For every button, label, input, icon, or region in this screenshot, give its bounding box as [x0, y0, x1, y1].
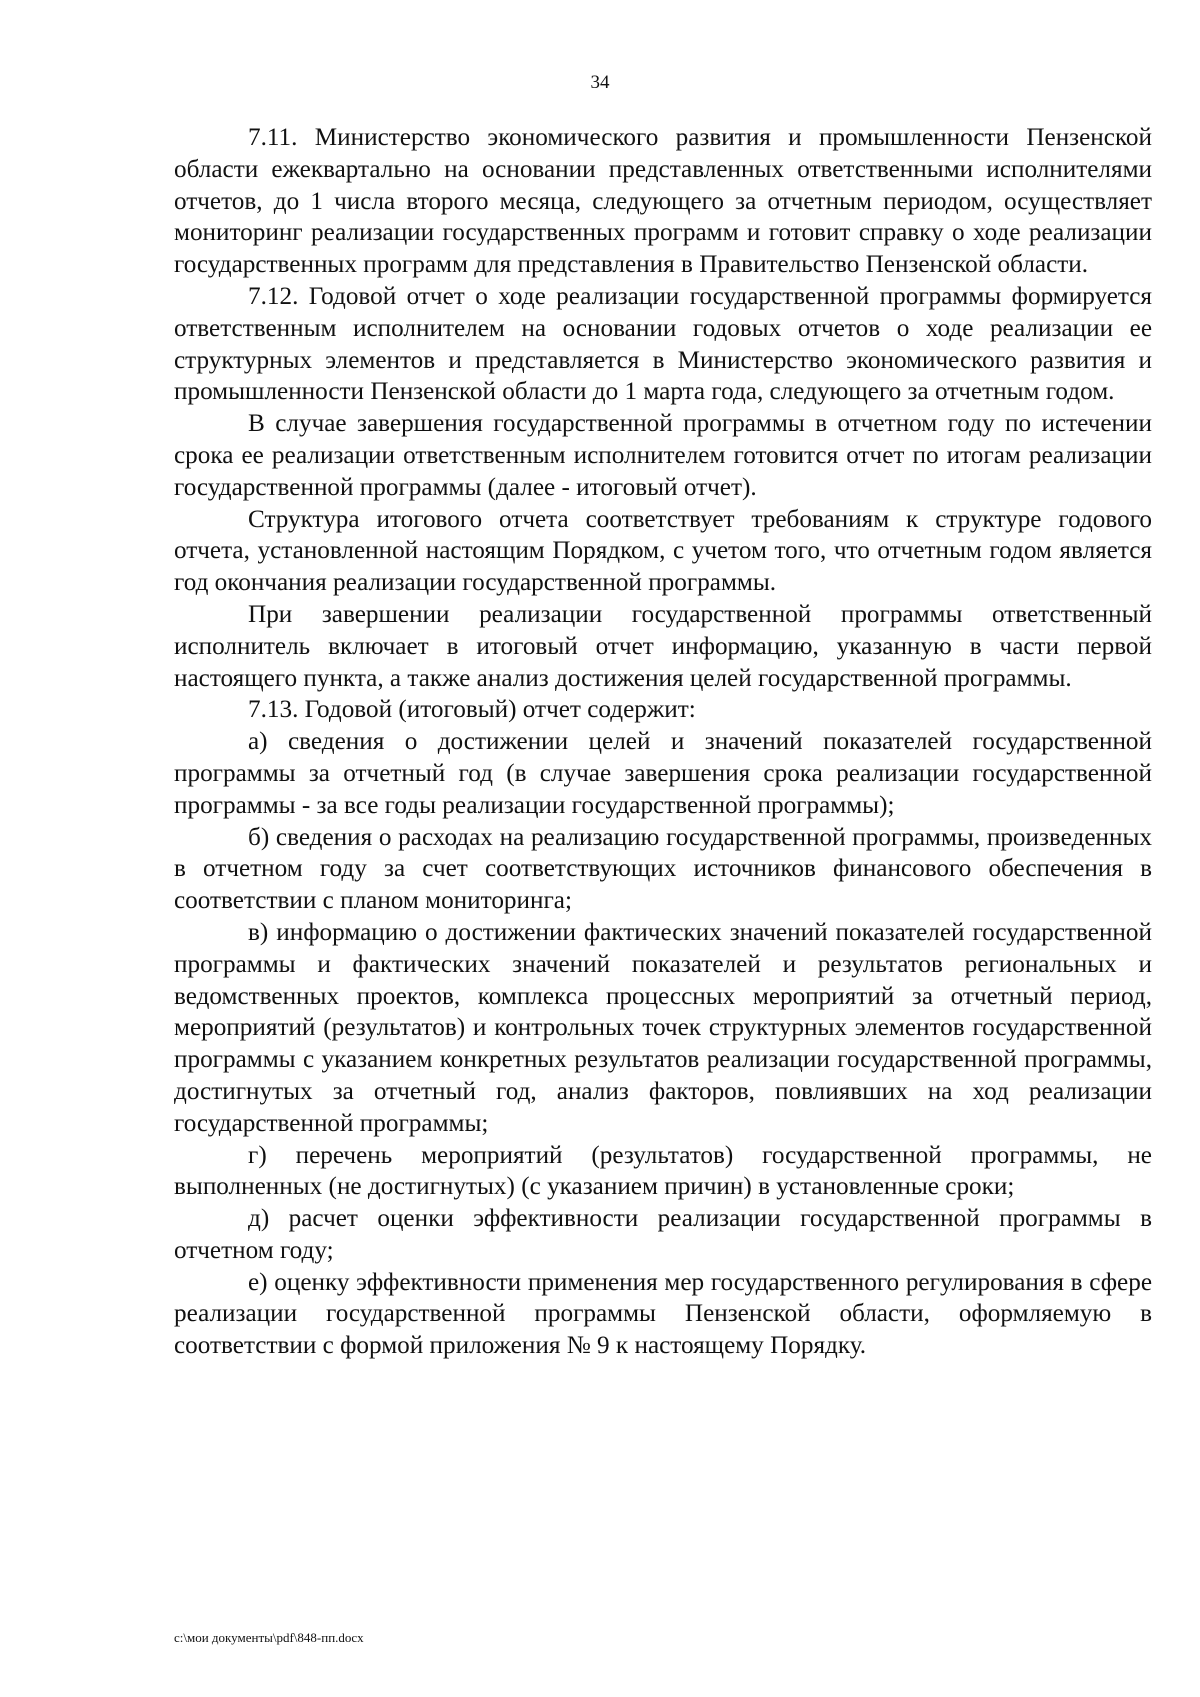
footer-file-path: c:\мои документы\pdf\848-пп.docx — [174, 1630, 364, 1645]
page-number: 34 — [590, 72, 610, 93]
list-item-g: г) перечень мероприятий (результатов) государственной программы, не выполненных (не достигнутых) (с указанием причин) в установленные сроки; — [174, 1141, 1152, 1201]
list-item-b: б) сведения о расходах на реализацию государственной программы, произведенных в отчетном году за счет соответствующих источников финансового обеспечения в соответствии с планом мониторинга; — [174, 823, 1152, 915]
list-item-d: д) расчет оценки эффективности реализации государственной программы в отчетном году; — [174, 1205, 1152, 1264]
paragraph-7-12: 7.12. Годовой отчет о ходе реализации государственной программы формируется ответственным исполнителем на основании годовых отчетов о ходе реализации ее структурных элементов и представляется в Министерство экономического развития и промышленности Пензенской области до 1 марта года, следующего за отчетным годом. — [174, 282, 1152, 406]
list-item-e: е) оценку эффективности применения мер государственного регулирования в сфере реализации государственной программы Пензенской области, оформляемую в соответствии с формой приложения № 9 к настоящему Порядку. — [174, 1268, 1152, 1360]
paragraph-final-report-structure: Структура итогового отчета соответствует требованиям к структуре годового отчета, установленной настоящим Порядком, с учетом того, что отчетным годом является год окончания реализации государственной программы. — [174, 505, 1152, 597]
paragraph-completion-case: В случае завершения государственной программы в отчетном году по истечении срока ее реализации ответственным исполнителем готовится отчет по итогам реализации государственной программы (далее - итоговый отчет). — [174, 410, 1152, 501]
paragraph-7-13: 7.13. Годовой (итоговый) отчет содержит: — [248, 696, 696, 724]
document-body — [174, 122, 1152, 1362]
list-item-a: а) сведения о достижении целей и значений показателей государственной программы за отчетный год (в случае завершения срока реализации государственной программы - за все годы реализации государственной программы); — [174, 728, 1152, 819]
paragraph-7-11: 7.11. Министерство экономического развития и промышленности Пензенской области ежеквартально на основании представленных ответственными исполнителями отчетов, до 1 числа второго месяца, следующего за отчетным периодом, осуществляет мониторинг реализации государственных программ и готовит справку о ходе реализации государственных программ для представления в Правительство Пензенской области. — [174, 124, 1152, 279]
list-item-v: в) информацию о достижении фактических значений показателей государственной программы и фактических значений показателей и результатов региональных и ведомственных проектов, комплекса процессных мероприятий за отчетный период, мероприятий (результатов) и контрольных точек структурных элементов государственной программы с указанием конкретных результатов реализации государственной программы, достигнутых за отчетный год, анализ факторов, повлиявших на ход реализации государственной программы; — [174, 918, 1152, 1137]
paragraph-final-report-content: При завершении реализации государственной программы ответственный исполнитель включает в итоговый отчет информацию, указанную в части первой настоящего пункта, а также анализ достижения целей государственной программы. — [174, 600, 1152, 692]
